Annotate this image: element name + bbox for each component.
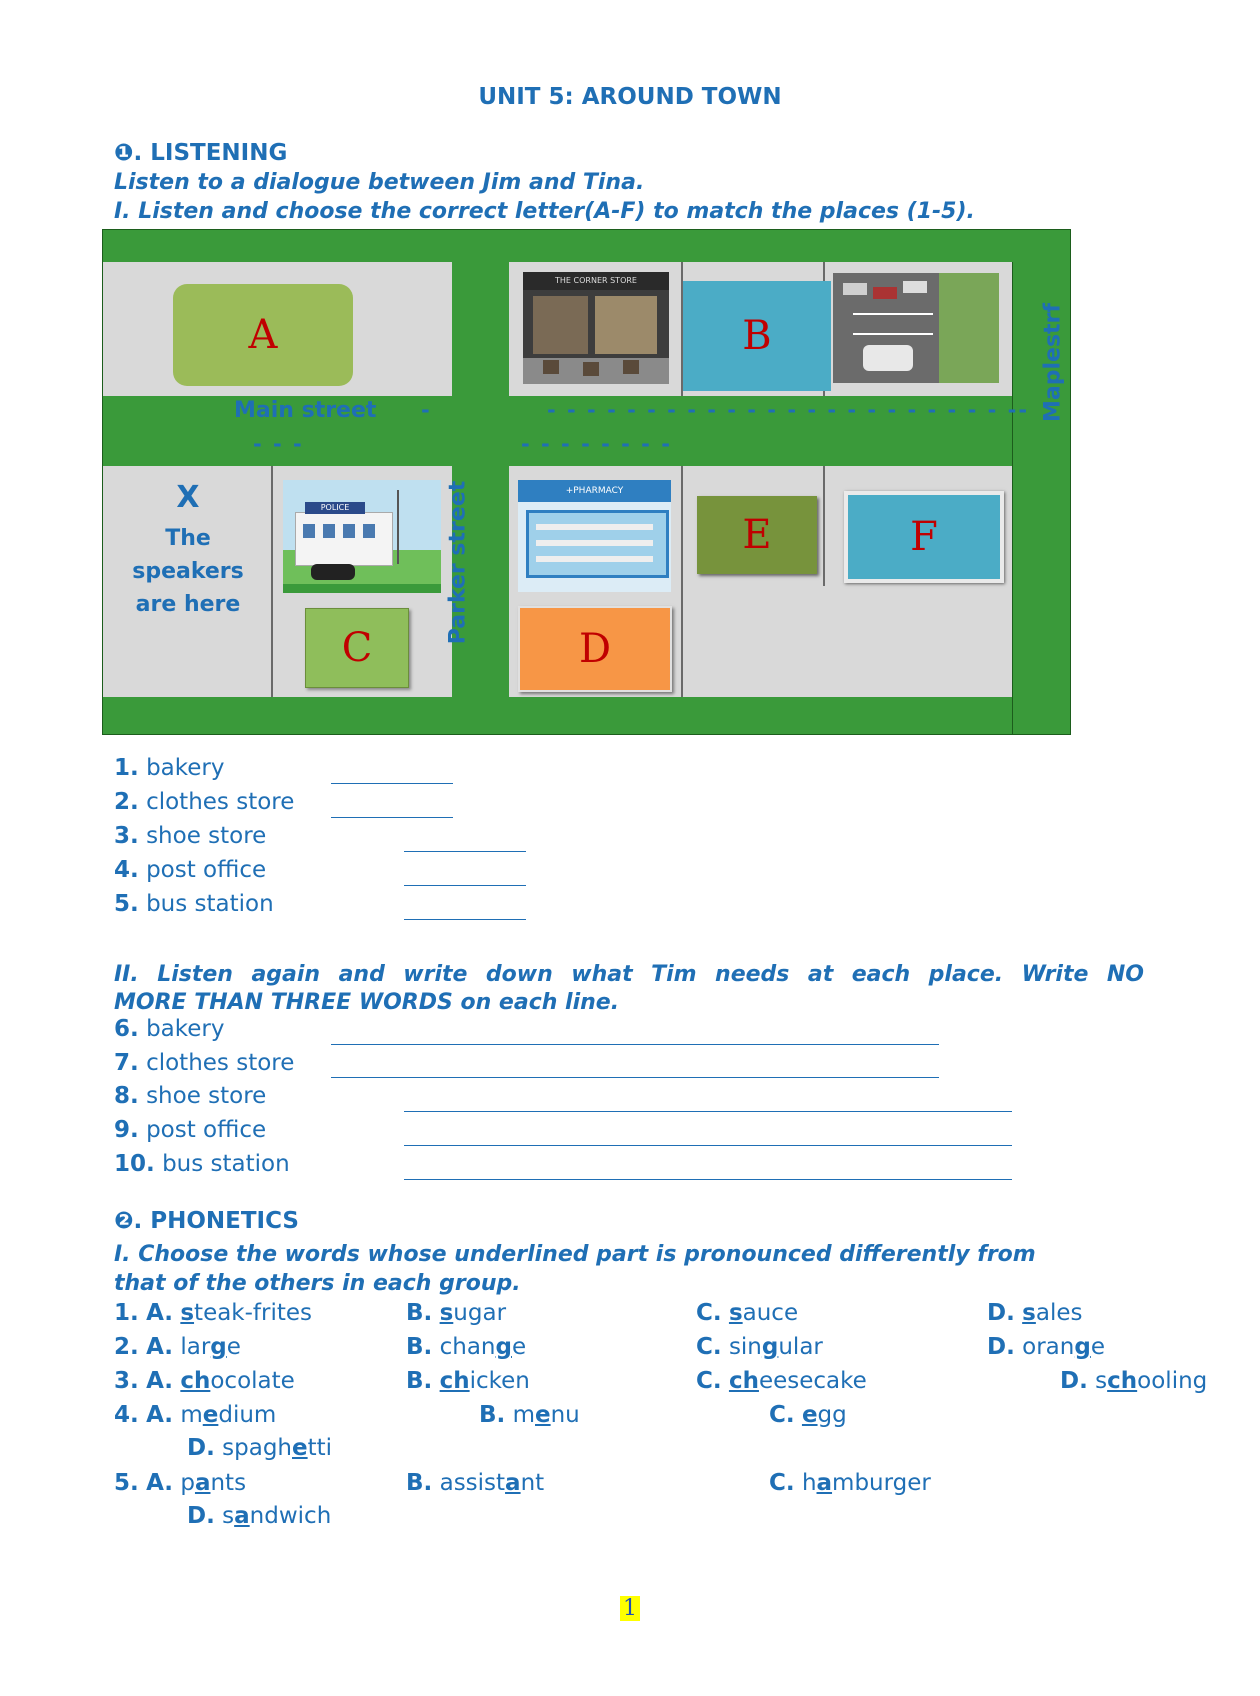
phonetics-q5-b[interactable]: B. assistant — [406, 1470, 545, 1496]
writing-row-10: 10. bus station — [114, 1151, 290, 1177]
phonetics-heading: ❷. PHONETICS — [114, 1208, 299, 1234]
listening-heading: ❶. LISTENING — [114, 140, 288, 166]
phonetics-q3-a[interactable]: 3. A. chocolate — [114, 1368, 295, 1394]
phonetics-q2-c[interactable]: C. singular — [696, 1334, 823, 1360]
phonetics-instruction-line2: that of the others in each group. — [114, 1271, 521, 1296]
phonetics-q4-a[interactable]: 4. A. medium — [114, 1402, 277, 1428]
phonetics-q5-c[interactable]: C. hamburger — [769, 1470, 931, 1496]
matching-blank-5[interactable] — [404, 919, 526, 920]
task2-instruction-line2: MORE THAN THREE WORDS on each line. — [114, 990, 620, 1015]
police-station-image: POLICE — [283, 480, 441, 593]
task1-instruction: I. Listen and choose the correct letter(A-F) to match the places (1-5). — [114, 199, 975, 224]
phonetics-q1-d[interactable]: D. sales — [987, 1300, 1083, 1326]
maple-street-label: Maplestrf — [1040, 303, 1066, 422]
phonetics-instruction-line1: I. Choose the words whose underlined part is pronounced differently from — [114, 1242, 1036, 1267]
main-street-label: Main street — [234, 398, 377, 423]
writing-row-6: 6. bakery — [114, 1016, 225, 1042]
matching-blank-4[interactable] — [404, 885, 526, 886]
main-street-dash-b: - - - — [253, 432, 304, 456]
phonetics-q2-a[interactable]: 2. A. large — [114, 1334, 241, 1360]
map-place-e[interactable]: E — [697, 496, 817, 574]
phonetics-q2-d[interactable]: D. orange — [987, 1334, 1105, 1360]
phonetics-q3-b[interactable]: B. chicken — [406, 1368, 530, 1394]
writing-blank-10[interactable] — [404, 1179, 1012, 1180]
map-place-b[interactable]: B — [683, 281, 831, 391]
speaker-label: The speakers are here — [132, 526, 244, 617]
writing-row-7: 7. clothes store — [114, 1050, 295, 1076]
phonetics-q1-a[interactable]: 1. A. steak-frites — [114, 1300, 313, 1326]
matching-row-3: 3. shoe store — [114, 823, 267, 849]
map-place-d[interactable]: D — [518, 606, 672, 692]
writing-blank-9[interactable] — [404, 1145, 1012, 1146]
matching-row-1: 1. bakery — [114, 755, 225, 781]
matching-blank-2[interactable] — [331, 817, 453, 818]
phonetics-q3-c[interactable]: C. cheesecake — [696, 1368, 867, 1394]
matching-blank-1[interactable] — [331, 783, 453, 784]
phonetics-q5-d[interactable]: D. sandwich — [187, 1503, 332, 1529]
phonetics-q2-b[interactable]: B. change — [406, 1334, 527, 1360]
writing-blank-6[interactable] — [331, 1044, 939, 1045]
car-park-image — [833, 273, 999, 383]
matching-row-5: 5. bus station — [114, 891, 274, 917]
phonetics-q4-c[interactable]: C. egg — [769, 1402, 847, 1428]
map-place-c[interactable]: C — [305, 608, 409, 688]
matching-row-4: 4. post office — [114, 857, 267, 883]
map-place-a[interactable]: A — [173, 284, 353, 386]
phonetics-q1-c[interactable]: C. sauce — [696, 1300, 799, 1326]
phonetics-q4-b[interactable]: B. menu — [479, 1402, 580, 1428]
phonetics-q5-a[interactable]: 5. A. pants — [114, 1470, 247, 1496]
listening-intro: Listen to a dialogue between Jim and Tina. — [114, 170, 645, 195]
writing-row-9: 9. post office — [114, 1117, 267, 1143]
writing-blank-7[interactable] — [331, 1077, 939, 1078]
phonetics-q1-b[interactable]: B. sugar — [406, 1300, 507, 1326]
phonetics-q4-d[interactable]: D. spaghetti — [187, 1435, 333, 1461]
number-one-icon: ❶ — [114, 140, 134, 166]
main-street-dash-c: - - - - - - - - - - - - - - - - - - - - - - - -- — [547, 398, 1030, 422]
speaker-marker: X — [176, 480, 200, 515]
number-two-icon: ❷ — [114, 1208, 134, 1234]
parker-street-label: Parker street — [445, 480, 471, 645]
writing-row-8: 8. shoe store — [114, 1083, 267, 1109]
matching-row-2: 2. clothes store — [114, 789, 295, 815]
task2-instruction-line1: II. Listen again and write down what Tim needs at each place. Write NO — [114, 962, 1144, 987]
page-number: 1 — [620, 1596, 640, 1621]
pharmacy-image: +PHARMACY — [518, 480, 671, 592]
corner-store-image: THE CORNER STORE — [523, 272, 669, 384]
phonetics-q3-d[interactable]: D. schooling — [1060, 1368, 1208, 1394]
matching-blank-3[interactable] — [404, 851, 526, 852]
town-map — [102, 229, 1071, 735]
page-title: UNIT 5: AROUND TOWN — [478, 84, 782, 110]
writing-blank-8[interactable] — [404, 1111, 1012, 1112]
main-street-dash-d: - - - - - - - - — [521, 432, 672, 456]
main-street-dash-a: - — [421, 398, 432, 422]
map-place-f[interactable]: F — [844, 491, 1004, 583]
